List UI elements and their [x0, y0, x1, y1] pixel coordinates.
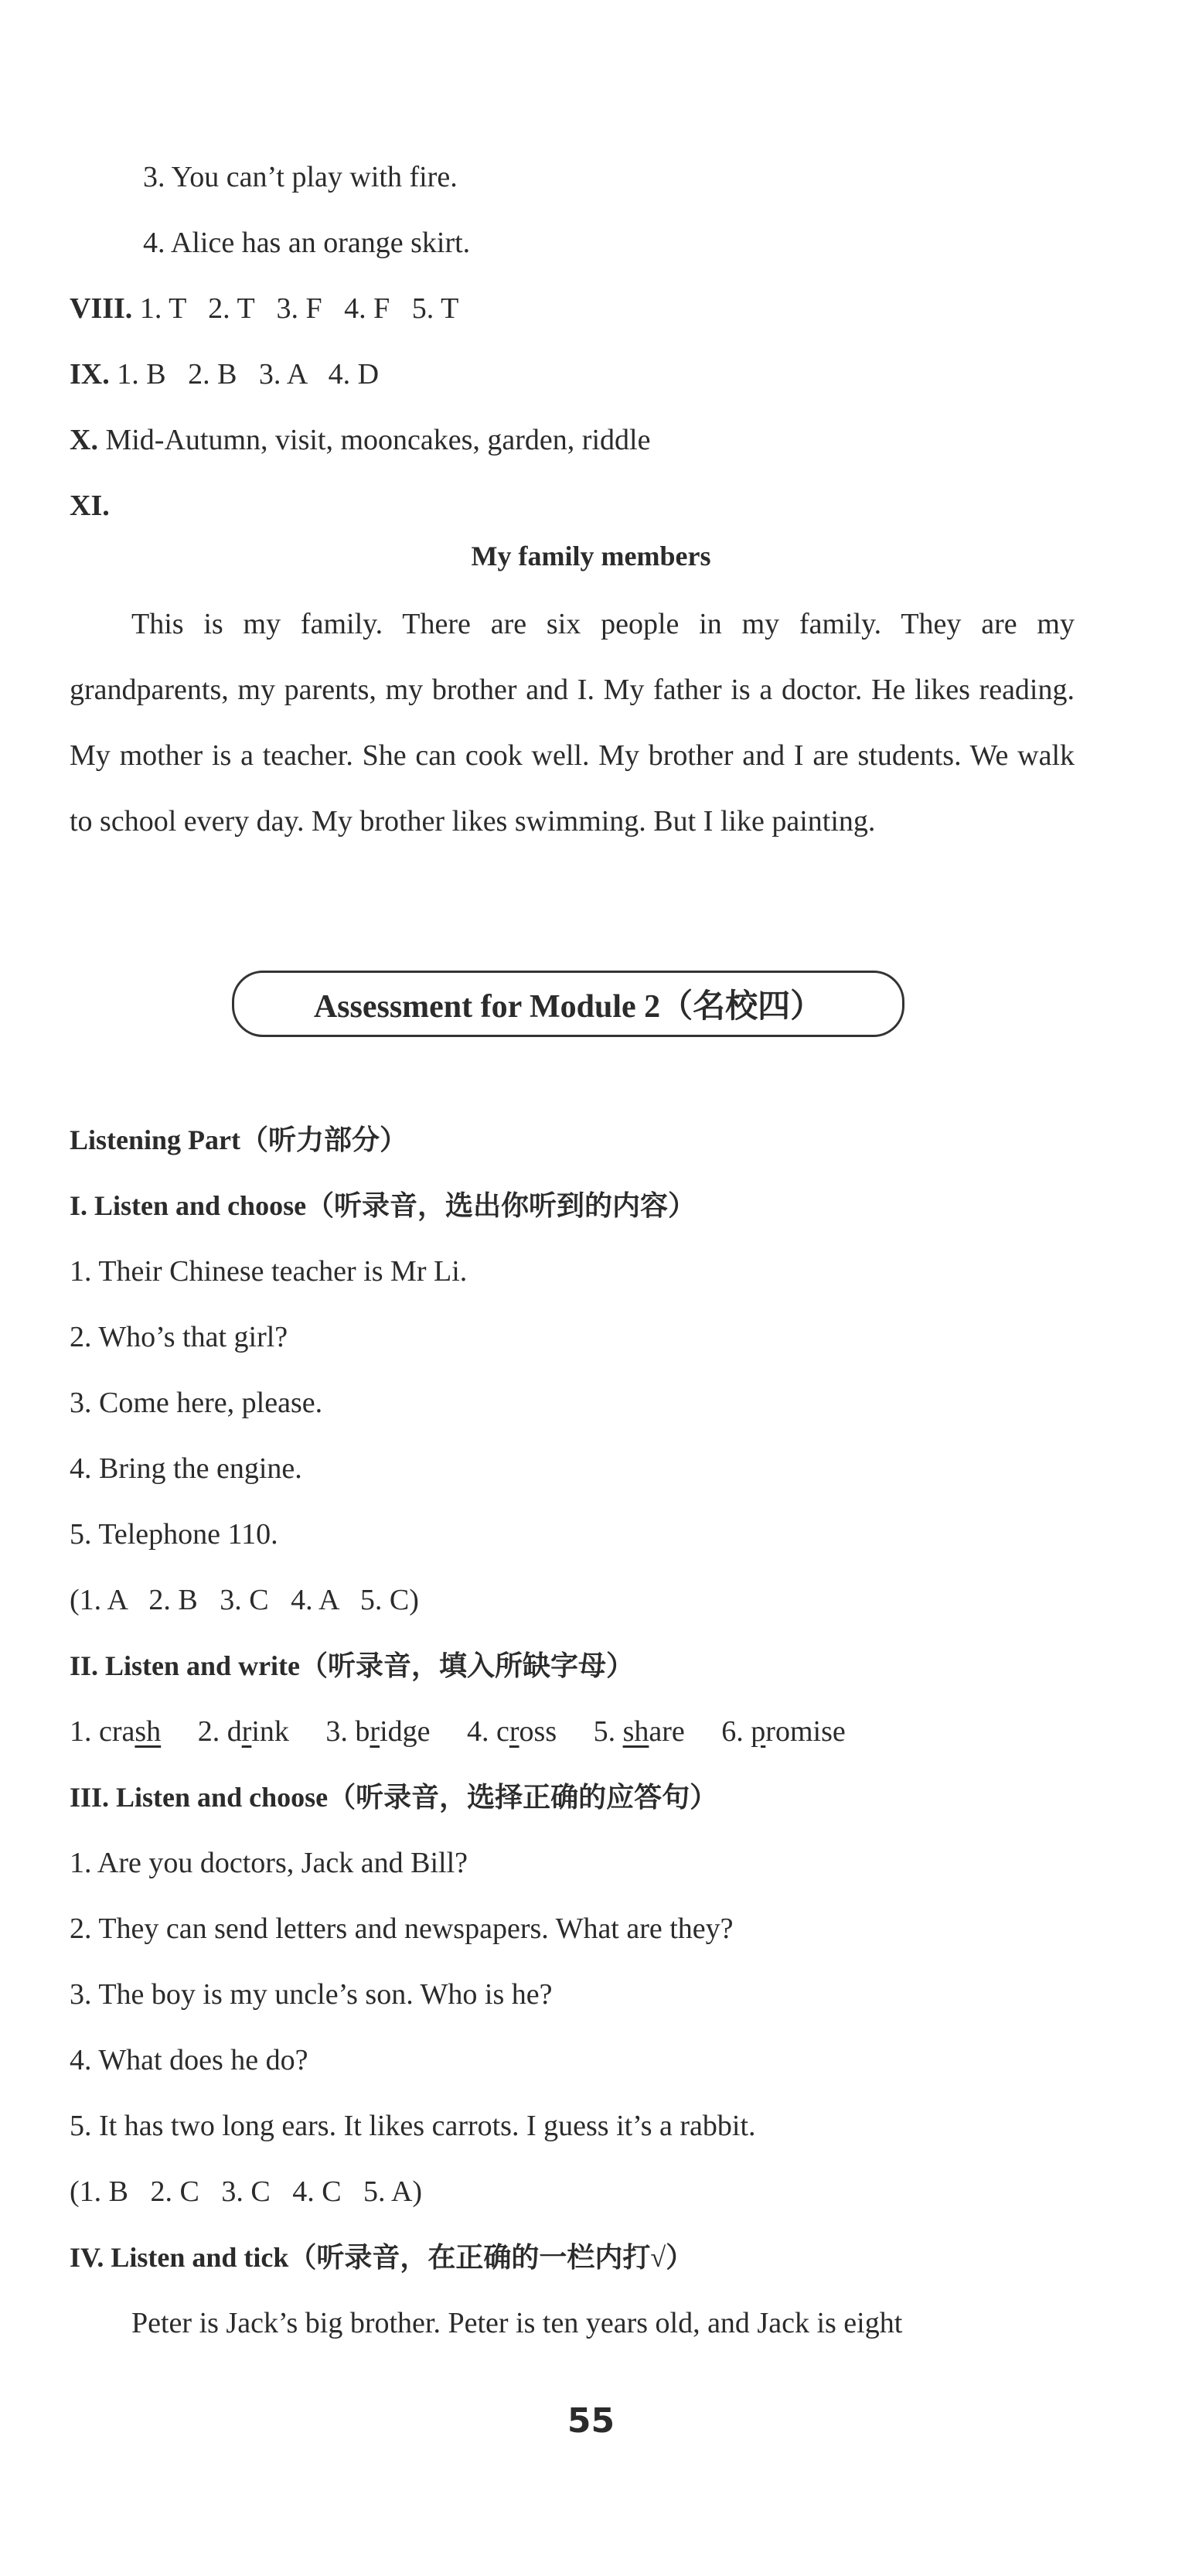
section-label: IX.: [70, 358, 110, 391]
section-answers: 1. B 2. B 3. A 4. D: [117, 358, 380, 391]
word-underlined: sh: [622, 1715, 649, 1748]
word-pre: d: [227, 1715, 242, 1748]
section-ix: [70, 356, 1112, 393]
list-item: 1. Their Chinese teacher is Mr Li.: [70, 1255, 468, 1288]
word-pre: b: [355, 1715, 370, 1748]
section-ii-title: II. Listen and write（听录音，填入所缺字母）: [70, 1650, 635, 1681]
list-item: 4. What does he do?: [70, 2044, 308, 2076]
answer-line-3: 3. You can’t play with fire.: [143, 161, 458, 193]
word-num: 3.: [325, 1715, 348, 1748]
essay-body: [70, 592, 1075, 855]
section-iv-title: IV. Listen and tick（听录音，在正确的一栏内打√）: [70, 2242, 694, 2273]
word-item: [325, 1715, 430, 1748]
word-pre: cra: [99, 1715, 135, 1748]
list-item: 1. Are you doctors, Jack and Bill?: [70, 1847, 468, 1879]
word-item: [467, 1715, 557, 1748]
list-item: 4. Bring the engine.: [70, 1452, 302, 1485]
word-item: [721, 1715, 845, 1748]
word-item: [70, 1715, 161, 1748]
section-xi-label: XI.: [70, 490, 110, 522]
section-iii-title: III. Listen and choose（听录音，选择正确的应答句）: [70, 1782, 718, 1813]
list-item: 2. Who’s that girl?: [70, 1321, 288, 1353]
assessment-banner: Assessment for Module 2（名校四）: [232, 971, 904, 1037]
section-i-answer: (1. A 2. B 3. C 4. A 5. C): [70, 1584, 419, 1616]
list-item: 2. They can send letters and newspapers. What are they?: [70, 1912, 734, 1945]
page-number: 55: [567, 2401, 615, 2441]
section-label: VIII.: [70, 292, 133, 325]
section-viii: [70, 290, 1112, 327]
word-num: 6.: [721, 1715, 744, 1748]
listening-part-heading: Listening Part（听力部分）: [70, 1124, 407, 1155]
word-post: are: [649, 1715, 685, 1748]
word-underlined: r: [509, 1715, 519, 1748]
list-item: 3. Come here, please.: [70, 1387, 323, 1419]
word-item: [594, 1715, 685, 1748]
word-num: 2.: [197, 1715, 220, 1748]
word-num: 5.: [593, 1715, 616, 1748]
word-underlined: r: [370, 1715, 380, 1748]
section-ii-words: [70, 1713, 1112, 1750]
word-post: ink: [251, 1715, 289, 1748]
word-underlined: r: [241, 1715, 252, 1748]
list-item: 5. Telephone 110.: [70, 1518, 278, 1551]
word-underlined: p: [751, 1715, 766, 1748]
section-x: [70, 421, 1112, 459]
list-item: 3. The boy is my uncle’s son. Who is he?: [70, 1978, 553, 2011]
essay-title: My family members: [471, 541, 711, 571]
word-num: 4.: [467, 1715, 489, 1748]
essay-text: This is my family. There are six people in my family. They are my grandparents, my parents, my brother and I. My father is a doctor. He likes reading. My mother is a teacher. She can cook well. My brother and I are students. We walk to school every day. My brother likes swimming. But I like painting.: [70, 608, 1075, 838]
section-iii-answer: (1. B 2. C 3. C 4. C 5. A): [70, 2175, 423, 2208]
answer-line-4: 4. Alice has an orange skirt.: [143, 227, 471, 259]
word-underlined: sh: [135, 1715, 162, 1748]
word-num: 1.: [70, 1715, 92, 1748]
word-post: oss: [519, 1715, 557, 1748]
section-answers: 1. T 2. T 3. F 4. F 5. T: [139, 292, 459, 325]
section-iv-text: Peter is Jack’s big brother. Peter is ten years old, and Jack is eight: [131, 2307, 903, 2339]
word-item: [198, 1715, 289, 1748]
word-post: romise: [765, 1715, 846, 1748]
section-label: X.: [70, 424, 98, 456]
section-i-title: I. Listen and choose（听录音，选出你听到的内容）: [70, 1190, 697, 1221]
section-answers: Mid-Autumn, visit, mooncakes, garden, riddle: [105, 424, 651, 456]
word-post: idge: [380, 1715, 431, 1748]
word-pre: c: [496, 1715, 509, 1748]
list-item: 5. It has two long ears. It likes carrots. I guess it’s a rabbit.: [70, 2110, 756, 2142]
